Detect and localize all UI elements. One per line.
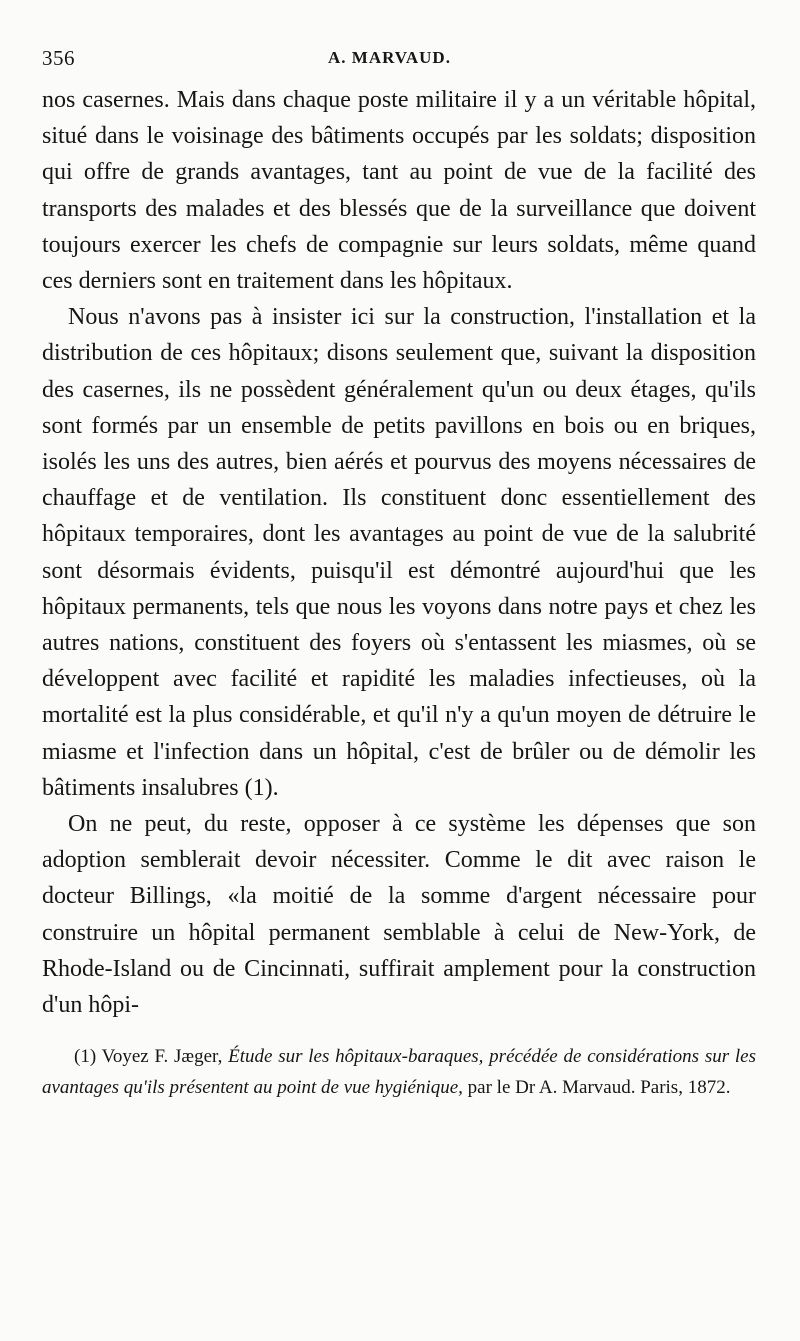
running-head: A. MARVAUD. bbox=[328, 48, 451, 67]
paragraph-3: On ne peut, du reste, opposer à ce système les dépenses que son adoption semblerait devoir nécessiter. Comme le dit avec raison le docteur Billings, «la moitié de la somme d'argent nécessaire pour construire un hôpital permanent semblable à celui de New-York, de Rhode-Island ou de Cincinnati, suffirait amplement pour la construction d'un hôpi- bbox=[42, 811, 756, 1019]
paragraph-2: Nous n'avons pas à insister ici sur la construction, l'installation et la distribution de ces hôpitaux; disons seulement que, suivant la disposition des casernes, ils ne possèdent généralement qu'un ou deux étages, qu'ils sont formés par un ensemble de petits pavillons en bois ou en briques, isolés les uns des autres, bien aérés et pourvus des moyens nécessaires de chauffage et de ventilation. Ils constituent donc essentiellement des hôpitaux temporaires, dont les avantages au point de vue de la salubrité sont désormais évidents, puisqu'il est démontré aujourd'hui que les hôpitaux permanents, tels que nous les voyons dans notre pays et chez les autres nations, constituent des foyers où s'entassent les miasmes, où se développent avec facilité et rapidité les maladies infectieuses, où la mortalité est la plus considérable, et qu'il n'y a qu'un moyen de détruire le miasme et l'infection dans un hôpital, c'est de brûler ou de démolir les bâtiments insalubres (1). bbox=[42, 304, 756, 801]
page-number: 356 bbox=[42, 46, 75, 70]
footnotes bbox=[42, 1041, 756, 1103]
footnote-1 bbox=[42, 1041, 756, 1103]
page-header bbox=[42, 40, 756, 76]
paragraph-1: nos casernes. Mais dans chaque poste militaire il y a un véritable hôpital, situé dans le voisinage des bâtiments occupés par les soldats; disposition qui offre de grands avantages, tant au point de vue de la facilité des transports des malades et des blessés que de la surveillance que doivent toujours exercer les chefs de compagnie sur leurs soldats, même quand ces derniers sont en traitement dans les hôpitaux. bbox=[42, 87, 756, 295]
footnote-lead: Voyez F. Jæger, bbox=[101, 1046, 223, 1068]
footnote-title: Étude sur les hôpitaux-baraques, précédée de considérations sur les avantages qu'ils présentent au point de vue hygiénique, bbox=[42, 1046, 756, 1099]
footnote-marker: (1) bbox=[74, 1046, 97, 1068]
footnote-tail: par le Dr A. Marvaud. Paris, 1872. bbox=[467, 1077, 731, 1099]
body-text bbox=[42, 82, 756, 1023]
